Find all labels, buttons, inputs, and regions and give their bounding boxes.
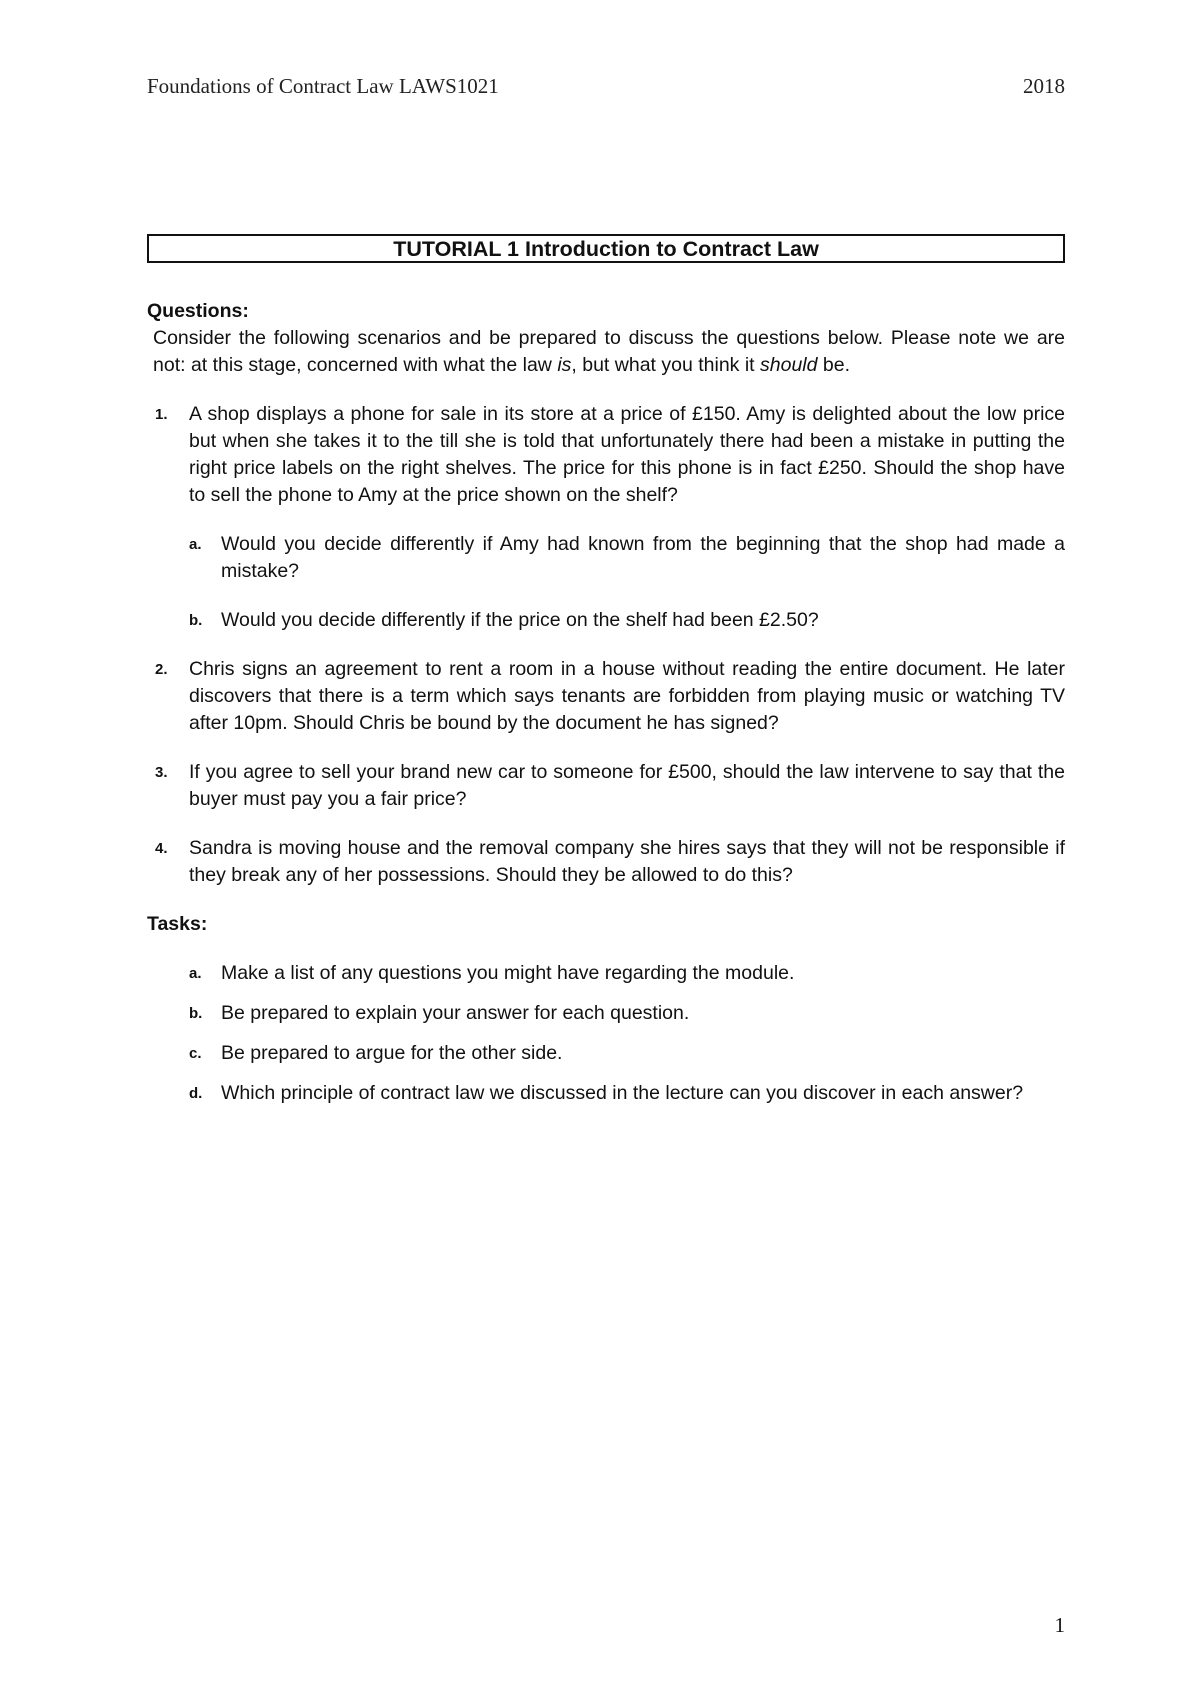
question-item [147, 835, 1065, 889]
task-letter: d. [189, 1085, 203, 1102]
header-course-title: Foundations of Contract Law LAWS1021 [147, 74, 499, 98]
sub-question-letter: a. [189, 536, 202, 553]
sub-question-item [189, 531, 1065, 585]
question-number: 2. [155, 661, 168, 678]
intro-paragraph [153, 325, 1065, 379]
sub-question-letter: b. [189, 612, 203, 629]
task-text: Be prepared to argue for the other side. [221, 1042, 563, 1064]
intro-emphasis-is: is [557, 354, 572, 376]
page-number: 1 [1054, 1613, 1065, 1637]
page-header [147, 74, 1065, 99]
sub-question-text: Would you decide differently if Amy had known from the beginning that the shop had made a mistake? [221, 533, 1065, 582]
task-text: Be prepared to explain your answer for each question. [221, 1002, 690, 1024]
question-item [147, 656, 1065, 737]
tutorial-title: TUTORIAL 1 Introduction to Contract Law [147, 234, 1065, 263]
sub-question-text: Would you decide differently if the price on the shelf had been £2.50? [221, 609, 819, 631]
questions-heading: Questions: [147, 300, 249, 322]
questions-list [147, 401, 1065, 889]
task-text: Which principle of contract law we discussed in the lecture can you discover in each answer? [221, 1082, 1024, 1104]
sub-question-item [189, 607, 1065, 634]
intro-part3: be. [817, 354, 851, 376]
question-text: A shop displays a phone for sale in its store at a price of £150. Amy is delighted about the low price but when she takes it to the till she is told that unfortunately there had been a mistake in putting the right price labels on the right shelves. The price for this phone is in fact £250. Should the shop have to sell the phone to Amy at the price shown on the shelf? [189, 403, 1065, 506]
question-item [147, 759, 1065, 813]
question-number: 1. [155, 406, 168, 423]
tasks-list [147, 960, 1065, 1107]
task-item [189, 1000, 1065, 1027]
task-item [189, 1040, 1065, 1067]
task-letter: b. [189, 1005, 203, 1022]
task-item [189, 960, 1065, 987]
question-item [147, 401, 1065, 509]
question-number: 4. [155, 840, 168, 857]
intro-part2: , but what you think it [571, 354, 761, 376]
task-letter: c. [189, 1045, 202, 1062]
task-text: Make a list of any questions you might have regarding the module. [221, 962, 795, 984]
question-number: 3. [155, 764, 168, 781]
task-letter: a. [189, 965, 202, 982]
question-text: If you agree to sell your brand new car to someone for £500, should the law intervene to say that the buyer must pay you a fair price? [189, 761, 1065, 810]
main-content [147, 298, 1065, 1107]
tasks-heading: Tasks: [147, 913, 208, 935]
intro-part1: Consider the following scenarios and be prepared to discuss the questions below. Please note we are not: at this stage, concerned with what the law [153, 327, 1065, 376]
task-item [189, 1080, 1065, 1107]
header-year: 2018 [1023, 74, 1065, 98]
intro-emphasis-should: should [760, 354, 818, 376]
question-text: Chris signs an agreement to rent a room in a house without reading the entire document. He later discovers that there is a term which says tenants are forbidden from playing music or watching TV after 10pm. Should Chris be bound by the document he has signed? [189, 658, 1065, 734]
question-text: Sandra is moving house and the removal company she hires says that they will not be responsible if they break any of her possessions. Should they be allowed to do this? [189, 837, 1065, 886]
